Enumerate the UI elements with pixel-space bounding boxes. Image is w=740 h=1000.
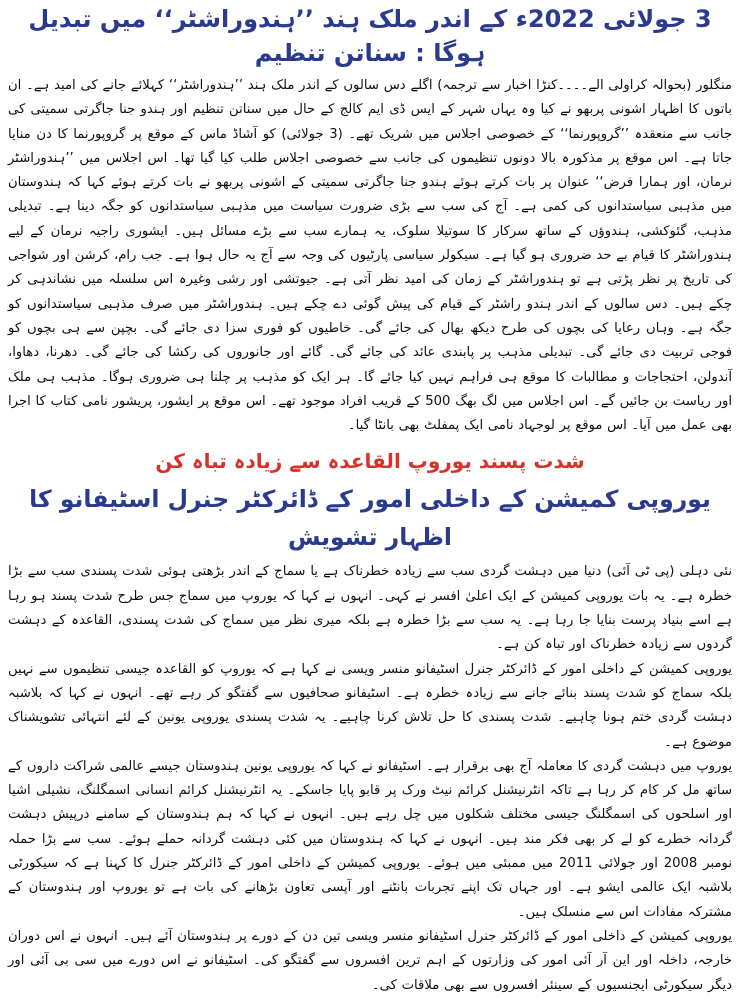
article-2-paragraph-3: یوروپ میں دہشت گردی کا معاملہ آج بھی برقرار ہے۔ اسٹیفانو نے کہا کہ یوروپی یونین ہندوستان جیسے عالمی شراکت داروں کے ساتھ مل کر کام کر رہا ہے تاکہ انٹرنیشنل کرائم نیٹ ورک پر قابو پایا جاسکے۔ یہ انٹرنیشنل کرائم انسانی اسمگلنگ، نشیلی اشیا اور اسلحوں کی اسمگلنگ جیسی مختلف شکلوں میں چل رہے ہیں۔ انہوں نے کہا کہ ہم ہندوستان کے سامنے درپیش دہشت گردانہ خطرے کو لے کر بھی فکر مند ہیں۔ انہوں نے کہا کہ ہندوستان میں کئی دہشت گردانہ حملے ہوئے۔ سب سے بڑا حملہ نومبر 2008 اور جولائی 2011 میں ممبئی میں ہوئے۔ یوروپی کمیشن کے داخلی امور کے ڈائرکٹر جنرل کا کہنا ہے کہ سیکورٹی بلاشبہ ایک عالمی ایشو ہے۔ اور جہاں تک اپنے تجربات بانٹنے اور آپسی تعاون بڑھانے کی بات ہے تو یوروپ اور ہندوستان کے مشترکہ مفادات اس سے منسلک ہیں۔ — [8, 758, 733, 920]
article-1-headline: 3 جولائی 2022ء کے اندر ملک ہند ’’ہندوراشٹر‘‘ میں تبدیل ہوگا : سناتن تنظیم — [28, 5, 712, 67]
article-1-body: منگلور (بحوالہ کراولی الے۔۔۔۔کنڑا اخبار سے ترجمہ) اگلے دس سالوں کے اندر ملک ہند ’’ہندوراشٹر‘‘ کہلائے جانے کی امید ہے۔ ان باتوں کا اظہار اشونی پربھو نے کیا وہ یہاں شہر کے ایس ڈی ایم کالج کے حال میں سناتن تنظیم اور ہندو جنا جاگرتی سمیتی کی جانب سے منعقدہ ’’گروپورنما‘‘ کے خصوصی اجلاس میں شریک تھے۔ (3 جولائی) کو آشاڈ ماس کے موقع پر گروپورنما کا دن منایا جاتا ہے۔ اس موقع پر مذکورہ بالا دونوں تنظیموں کی جانب سے خصوصی اجلاس طلب کیا گیا تھا۔ اس اجلاس میں ’’ہندوراشٹر نرمان، اور ہمارا فرض‘‘ عنوان پر بات کرتے ہوئے ہندو جنا جاگرتی سمیتی کے اشونی پربھو نے بات کرتے ہوئے کہا کہ ہندوستان میں مذہبی سیاستدانوں کی کمی ہے۔ آج کی سب سے بڑی ضرورت سیاست میں مذہبی سیاستدانوں کو جگہ دینا ہے۔ تبدیلی مذہب، گئوکشی، ہندوؤں کے ساتھ سرکار کا سوتیلا سلوک، یہ ہمارے سب سے بڑے مسائل ہیں۔ ایشوری راجیہ نرمان کے لیے ہندوراشٹر کا قیام بے حد ضروری ہو گیا ہے۔ سیکولر سیاسی پارٹیوں کی وجہ سے آج یہ حال ہوا ہے۔ جب رام، کرشن اور شواجی کی تاریخ پر نظر پڑتی ہے تو ہندوراشٹر کے زمان کی امید نظر آتی ہے۔ جیوتشی اور رشی وغیرہ اس سلسلہ میں نشاندہی کر چکے ہیں۔ دس سالوں کے اندر ہندو راشٹر کے قیام کی پیش گوئی دے چکے ہیں۔ ہندوراشٹر میں صرف مذہبی سیاستدانوں کو جگہ ہے۔ وہاں رعایا کی بچوں کی طرح دیکھ بھال کی جائے گی۔ خاطیوں کو فوری سزا دی جائے گی۔ بچپن سے ہی بچوں کو فوجی تربیت دی جائے گی۔ تبدیلی مذہب پر پابندی عائد کی جائے گی۔ گائے اور جانوروں کی رکشا کی جائے گی۔ دھرنا، دھاوا، آندولن، احتجاجات و مطالبات کا موقع ہی فراہم نہیں کیا جائے گا۔ ہر ایک کو مذہب پر چلنا ہی ضروری ہوگا۔ مذہب ہی ملک اور ریاست بن جائیں گے۔ اس اجلاس میں لگ بھگ 500 کے قریب افراد موجود تھے۔ اس موقع پر ایشور، پریشور نامی کتاب کا اجرا بھی عمل میں آیا۔ اس موقع پر لوجہاد نامی ایک پمفلٹ بھی بانٹا گیا۔ — [8, 78, 732, 434]
article-2-paragraph-1: نئی دہلی (پی ٹی آئی) دنیا میں دہشت گردی سب سے زیادہ خطرناک ہے یا سماج کے اندر بڑھتی ہوئی شدت پسندی سب سے بڑا خطرہ ہے۔ یہ بات یوروپی کمیشن کے ایک اعلیٰ افسر نے کہی۔ انہوں نے کہا کہ یوروپ میں سماج جس طرح شدت پسند ہو رہا ہے اسے بنیاد پرست بنایا جا رہا ہے۔ یہ سب سے بڑا خطرہ ہے بلکہ میری نظر میں سماج کی شدت پسندی، القاعدہ کے دہشت گردوں سے زیادہ خطرناک اور تباہ کن ہے۔ — [8, 564, 732, 653]
article-2-kicker: شدت پسند یوروپ القاعدہ سے زیادہ تباہ کن — [155, 449, 585, 474]
article-2-headline: یوروپی کمیشن کے داخلی امور کے ڈائرکٹر جنرل اسٹیفانو کا اظہار تشویش — [29, 485, 711, 552]
article-2-paragraph-4: یوروپی کمیشن کے داخلی امور کے ڈائرکٹر جنرل اسٹیفانو منسر ویسی تین دن کے دورے پر ہندوستان آئے ہیں۔ انہوں نے اس دوران خارجہ، داخلہ اور این آر آئی امور کی وزارتوں کے اہم ترین افسروں سے گفتگو کی۔ اسٹیفانو نے اس دورے میں سی بی آئی اور دیگر سیکورٹی ایجنسیوں کے سینئر افسروں سے بھی ملاقات کی۔ — [8, 928, 732, 993]
article-2-paragraph-2: یوروپی کمیشن کے داخلی امور کے ڈائرکٹر جنرل اسٹیفانو منسر ویسی نے کہا ہے کہ یوروپ کو القاعدہ جیسی تنظیموں سے نہیں بلکہ سماج کو شدت پسند بنائے جانے سے زیادہ خطرہ ہے۔ اسٹیفانو صحافیوں سے گفتگو کر رہے تھے۔ انہوں نے کہا کہ بلاشبہ دہشت گردی ختم ہونا چاہیے۔ شدت پسندی کا حل تلاش کرنا چاہیے۔ یہ شدت پسندی یوروپی یونین کے لئے انتہائی تشویشناک موضوع ہے۔ — [8, 661, 732, 750]
